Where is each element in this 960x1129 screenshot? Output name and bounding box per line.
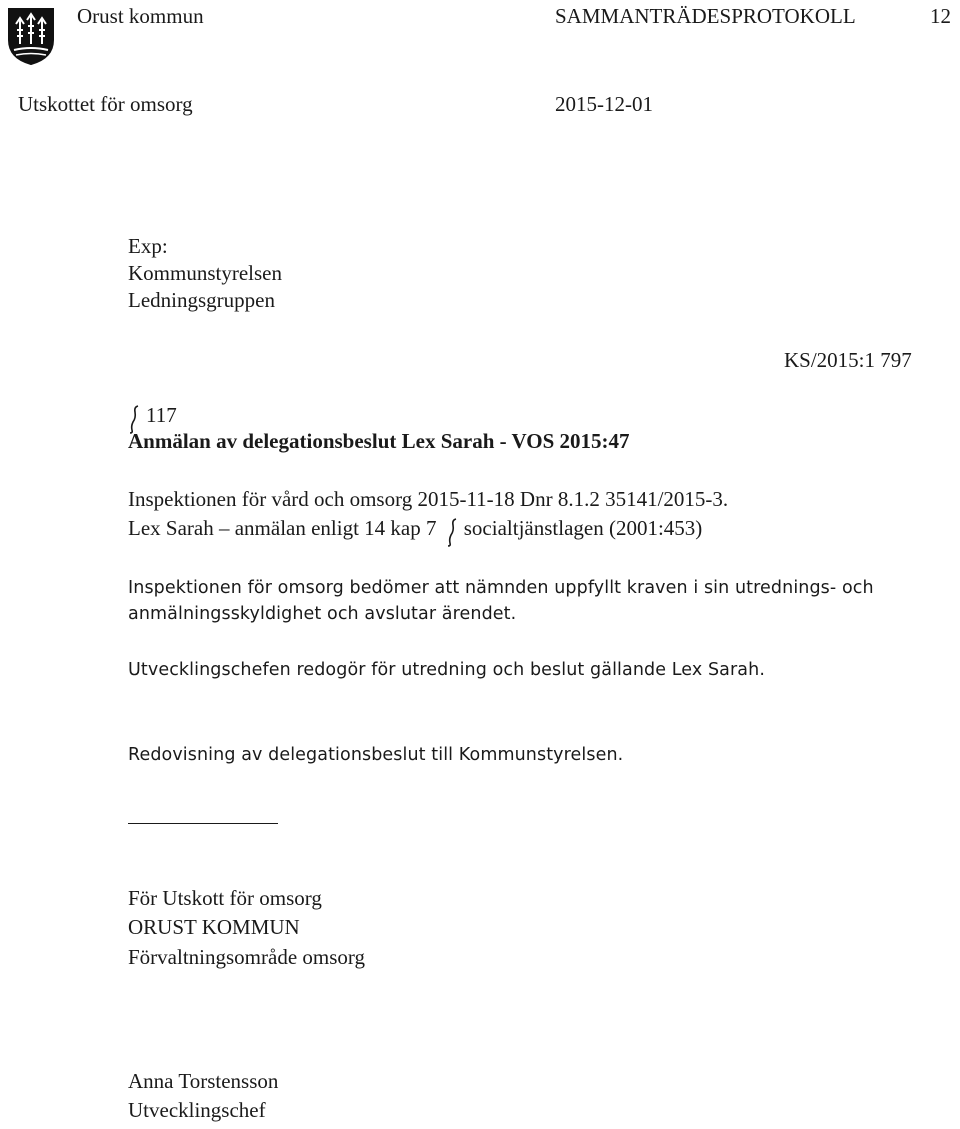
legal-basis-part1: Lex Sarah – anmälan enligt 14 kap 7 xyxy=(128,516,437,540)
case-reference: KS/2015:1 797 xyxy=(784,348,912,372)
coat-of-arms-logo xyxy=(6,6,56,66)
separator-line xyxy=(128,823,278,824)
paragraph-line: Inspektionen för omsorg bedömer att nämnden uppfyllt kraven i sin utrednings- och xyxy=(128,578,874,598)
page-number: 12 xyxy=(930,4,951,28)
expedition-recipient: Ledningsgruppen xyxy=(128,288,275,312)
paragraph-line: Redovisning av delegationsbeslut till Kommunstyrelsen. xyxy=(128,745,624,765)
paragraph-line: Utvecklingschefen redogör för utredning och beslut gällande Lex Sarah. xyxy=(128,660,765,680)
committee-name: Utskottet för omsorg xyxy=(18,92,193,116)
signatory-title: Utvecklingschef xyxy=(128,1098,266,1122)
signature-line: ORUST KOMMUN xyxy=(128,915,300,939)
inspection-reference: Inspektionen för vård och omsorg 2015-11-18 Dnr 8.1.2 35141/2015-3. xyxy=(128,487,729,511)
legal-basis-part2: socialtjänstlagen (2001:453) xyxy=(463,516,703,540)
case-title: Anmälan av delegationsbeslut Lex Sarah - VOS 2015:47 xyxy=(128,429,630,453)
signatory-name: Anna Torstensson xyxy=(128,1069,279,1093)
legal-basis xyxy=(128,516,702,547)
meeting-date: 2015-12-01 xyxy=(555,92,653,116)
municipality-name: Orust kommun xyxy=(77,4,204,28)
expedition-recipient: Kommunstyrelsen xyxy=(128,261,282,285)
section-sign-icon xyxy=(446,517,458,547)
signature-line: Förvaltningsområde omsorg xyxy=(128,945,366,969)
paragraph-line: anmälningsskyldighet och avslutar ärendet. xyxy=(128,604,517,624)
expedition-label: Exp: xyxy=(128,234,168,258)
document-type: SAMMANTRÄDESPROTOKOLL xyxy=(555,4,856,28)
signature-line: För Utskott för omsorg xyxy=(128,886,322,910)
section-number: 117 xyxy=(146,403,177,427)
